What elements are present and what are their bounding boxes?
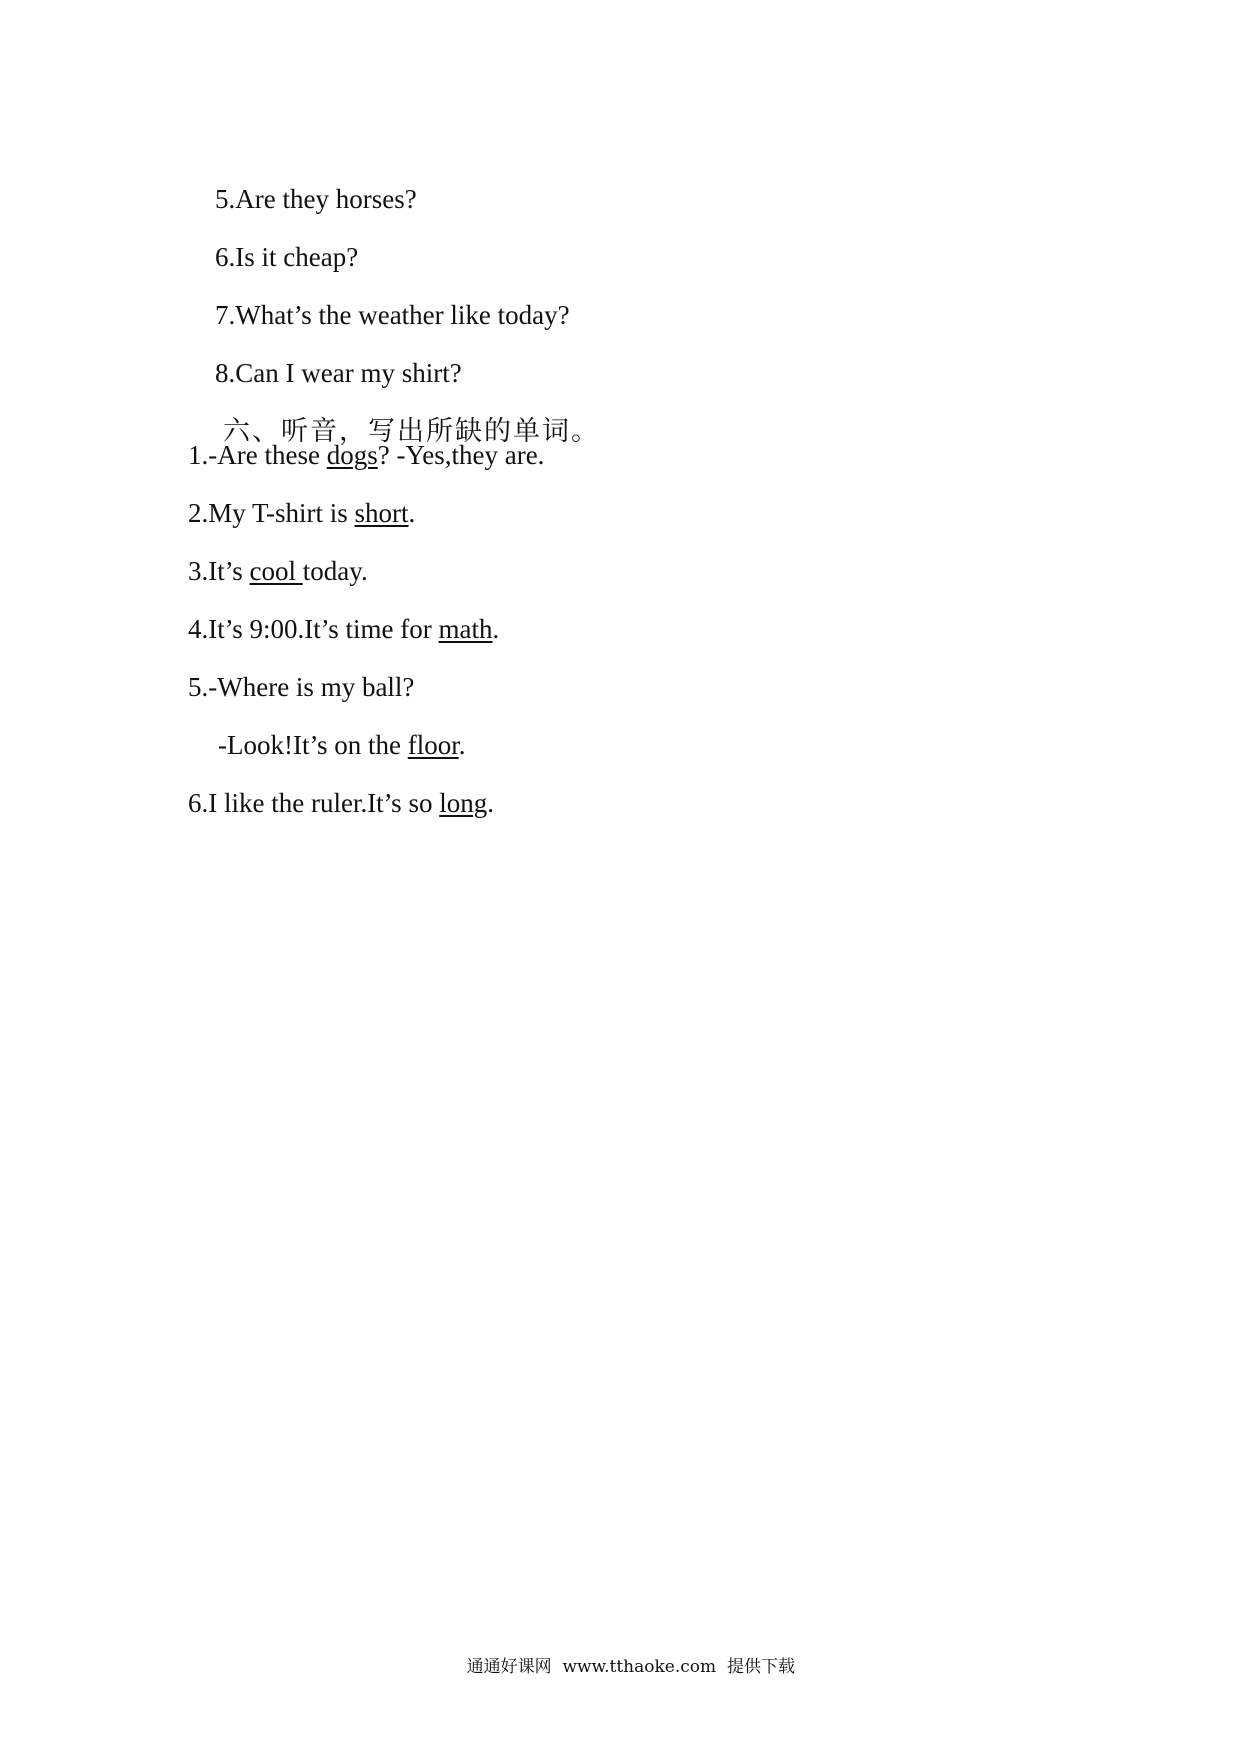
- item-text-before: 2.My T-shirt is: [188, 498, 355, 528]
- item-text-after: .: [408, 498, 416, 528]
- item-text-before: 3.It’s: [188, 556, 250, 586]
- fill-item-5-question: [188, 670, 414, 704]
- item-text-before: 6.I like the ruler.It’s so: [188, 788, 440, 818]
- item-answer: floor: [407, 730, 459, 760]
- item-answer: short: [354, 498, 409, 528]
- item-answer: long: [439, 788, 488, 818]
- section-heading-text: 六、听音，写出所缺的单词。: [223, 416, 600, 446]
- fill-item-5-answer: [218, 728, 465, 762]
- item-text-after: .: [492, 614, 500, 644]
- question-text: 7.What’s the weather like today?: [215, 300, 570, 330]
- fill-item-4: [188, 612, 499, 646]
- footer-text: 通通好课网 www.tthaoke.com 提供下载: [466, 1657, 795, 1677]
- item-text-after: ? -Yes,they are.: [377, 440, 545, 470]
- fill-item-2: [188, 496, 415, 530]
- item-text-after: .: [487, 788, 494, 818]
- item-text-before: 5.-Where is my ball?: [188, 672, 415, 702]
- question-text: 8.Can I wear my shirt?: [215, 358, 462, 388]
- item-text-after: .: [458, 730, 466, 760]
- item-answer: dogs: [326, 440, 378, 470]
- item-text-before: 4.It’s 9:00.It’s time for: [188, 614, 439, 644]
- fill-item-1: [188, 438, 544, 472]
- page-footer: [0, 1634, 1240, 1700]
- question-text: 5.Are they horses?: [215, 184, 417, 214]
- item-text-before: -Look!It’s on the: [218, 730, 408, 760]
- item-text-after: today.: [302, 556, 368, 586]
- fill-item-6: [188, 786, 494, 820]
- item-text-before: 1.-Are these: [188, 440, 327, 470]
- fill-item-3: [188, 554, 368, 588]
- item-answer: math: [438, 614, 493, 644]
- item-answer: cool: [249, 556, 303, 586]
- question-text: 6.Is it cheap?: [215, 242, 359, 272]
